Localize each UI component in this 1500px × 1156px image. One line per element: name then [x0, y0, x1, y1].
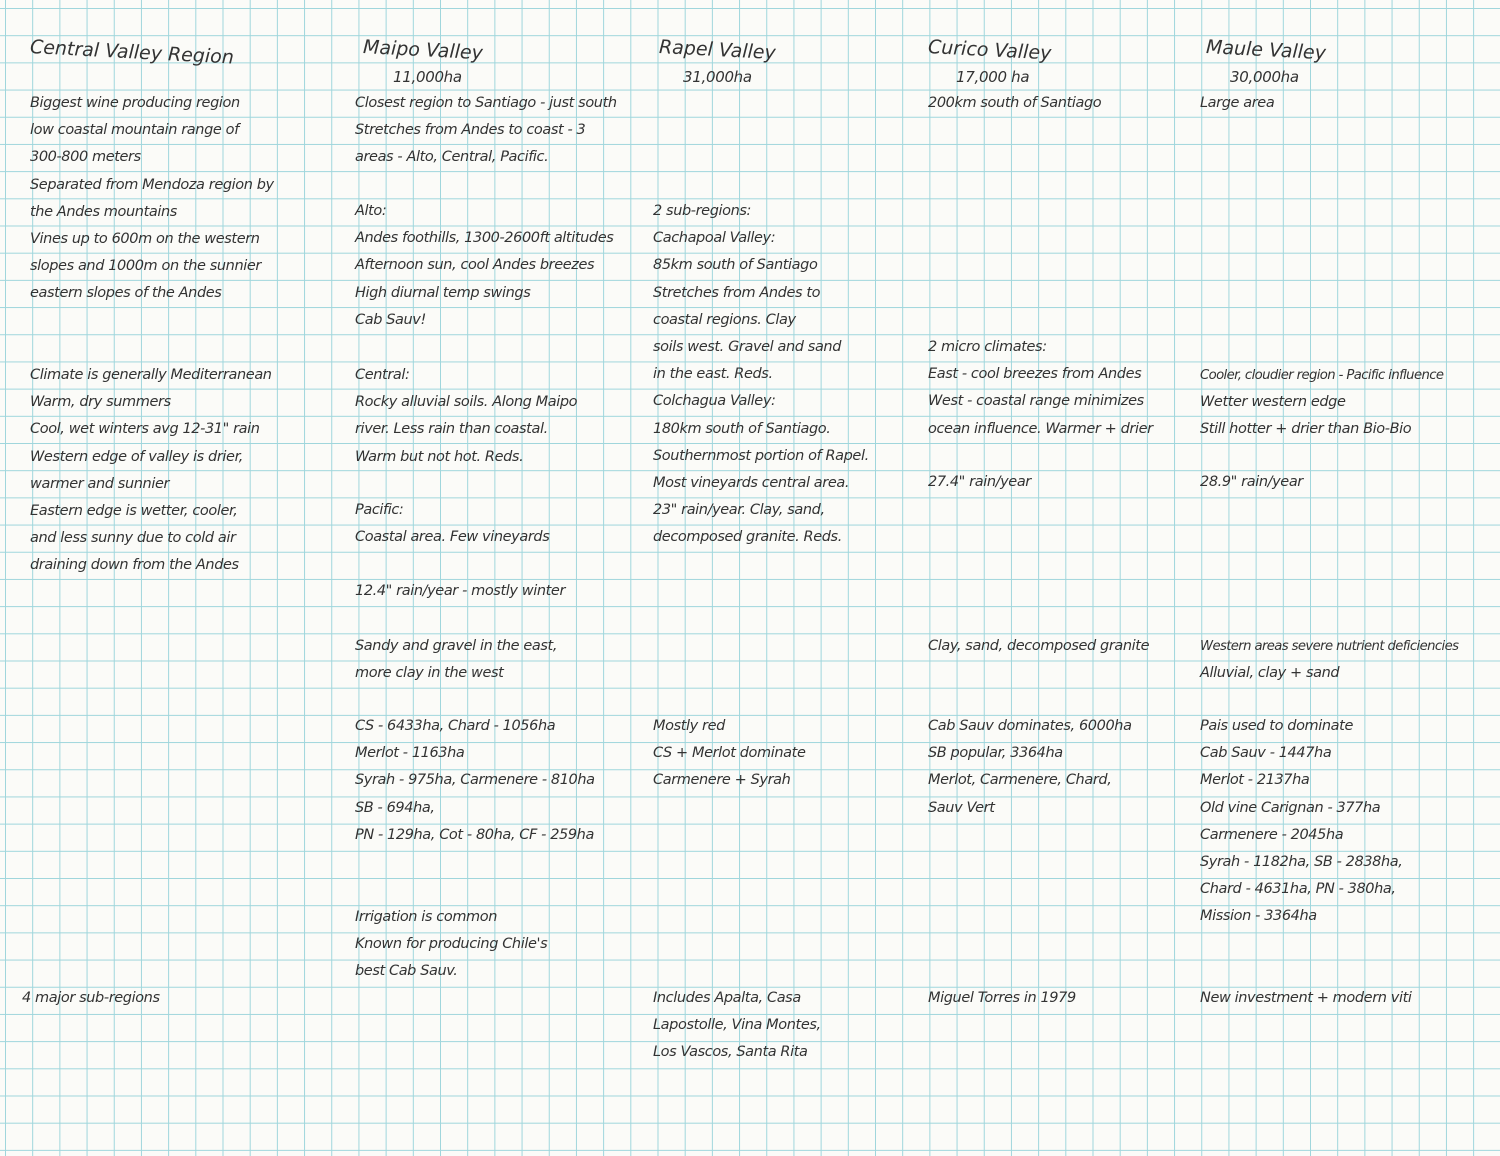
- note-line: Climate is generally Mediterranean: [30, 367, 272, 383]
- note-line: 2 sub-regions:: [653, 203, 752, 219]
- note-line: eastern slopes of the Andes: [30, 285, 222, 302]
- producers-block: [653, 985, 821, 1067]
- note-line: slopes and 1000m on the sunnier: [30, 258, 261, 275]
- note-line: Eastern edge is wetter, cooler,: [30, 503, 238, 520]
- note-line: Coastal area. Few vineyards: [355, 529, 550, 546]
- subregions-block: [22, 985, 160, 1012]
- soil-block: [1200, 633, 1458, 687]
- note-line: Syrah - 1182ha, SB - 2838ha,: [1200, 854, 1403, 871]
- note-line: Irrigation is common: [355, 909, 498, 925]
- note-line: Warm but not hot. Reds.: [355, 448, 524, 465]
- column-title: Central Valley Region: [29, 36, 235, 69]
- investment-block: [1200, 985, 1412, 1012]
- soil-block: [355, 633, 557, 687]
- misc-block: [355, 904, 547, 986]
- note-line: 200km south of Santiago: [928, 95, 1102, 111]
- note-line: Stretches from Andes to: [653, 284, 821, 301]
- note-line: Mission - 3364ha: [1200, 908, 1317, 925]
- note-line: ocean influence. Warmer + drier: [928, 420, 1153, 437]
- note-line: 28.9" rain/year: [1200, 474, 1303, 490]
- note-line: High diurnal temp swings: [355, 284, 531, 301]
- note-line: Pacific:: [355, 502, 404, 518]
- climate-block: [30, 362, 272, 580]
- grapes-block: [355, 713, 595, 849]
- notes-block: [355, 90, 617, 172]
- note-line: coastal regions. Clay: [653, 311, 796, 328]
- column-area: 17,000 ha: [956, 68, 1030, 86]
- column-area: 11,000ha: [393, 68, 462, 86]
- note-line: Rocky alluvial soils. Along Maipo: [355, 394, 578, 411]
- note-line: Closest region to Santiago - just south: [355, 95, 617, 111]
- note-line: Mostly red: [653, 718, 725, 734]
- central-block: [355, 362, 577, 471]
- note-line: Carmenere + Syrah: [653, 772, 791, 789]
- note-line: the Andes mountains: [30, 203, 177, 220]
- column-title: Maipo Valley: [362, 36, 484, 65]
- note-line: Stretches from Andes to coast - 3: [355, 122, 586, 139]
- note-line: Pais used to dominate: [1200, 718, 1353, 734]
- note-line: West - coastal range minimizes: [928, 393, 1144, 410]
- pacific-block: [355, 497, 549, 551]
- note-line: Western edge of valley is drier,: [30, 448, 244, 465]
- note-line: Syrah - 975ha, Carmenere - 810ha: [355, 772, 595, 789]
- note-line: Sauv Vert: [928, 799, 995, 816]
- note-line: river. Less rain than coastal.: [355, 421, 548, 438]
- note-line: 2 micro climates:: [928, 339, 1047, 355]
- column-title: Maule Valley: [1205, 36, 1327, 65]
- note-line: Merlot, Carmenere, Chard,: [928, 772, 1112, 789]
- climate-block: [1200, 362, 1443, 444]
- note-line: SB popular, 3364ha: [928, 745, 1063, 762]
- column-title: Curico Valley: [927, 36, 1052, 65]
- note-line: Alluvial, clay + sand: [1200, 665, 1340, 682]
- note-line: draining down from the Andes: [30, 557, 239, 574]
- note-line: CS + Merlot dominate: [653, 745, 806, 762]
- note-line: and less sunny due to cold air: [30, 530, 236, 547]
- note-line: Separated from Mendoza region by: [30, 176, 274, 193]
- note-line: 85km south of Santiago: [653, 257, 818, 274]
- note-line: East - cool breezes from Andes: [928, 366, 1142, 383]
- column-area: 30,000ha: [1230, 68, 1299, 86]
- note-line: Merlot - 2137ha: [1200, 772, 1310, 789]
- note-line: 23" rain/year. Clay, sand,: [653, 502, 825, 519]
- note-line: 300-800 meters: [30, 149, 141, 166]
- note-line: Cab Sauv!: [355, 311, 426, 328]
- grapes-block: [928, 713, 1132, 822]
- notes-block: [30, 90, 274, 308]
- column-area: 31,000ha: [683, 68, 752, 86]
- climate-block: [928, 334, 1153, 443]
- rain-block: [1200, 469, 1303, 496]
- note-line: Clay, sand, decomposed granite: [928, 638, 1150, 654]
- note-line: Western areas severe nutrient deficiencies: [1200, 639, 1459, 654]
- rain-block: [355, 578, 565, 605]
- note-line: 27.4" rain/year: [928, 474, 1031, 490]
- note-line: 180km south of Santiago.: [653, 420, 831, 437]
- note-line: soils west. Gravel and sand: [653, 339, 842, 356]
- note-line: decomposed granite. Reds.: [653, 529, 842, 546]
- note-line: more clay in the west: [355, 665, 504, 682]
- note-line: PN - 129ha, Cot - 80ha, CF - 259ha: [355, 826, 594, 843]
- note-line: Vines up to 600m on the western: [30, 231, 260, 248]
- note-line: in the east. Reds.: [653, 366, 773, 383]
- note-line: Still hotter + drier than Bio-Bio: [1200, 421, 1412, 438]
- note-line: Chard - 4631ha, PN - 380ha,: [1200, 881, 1396, 898]
- note-line: Large area: [1200, 95, 1275, 111]
- note-line: Cachapoal Valley:: [653, 230, 776, 247]
- note-line: Cooler, cloudier region - Pacific influence: [1200, 368, 1444, 383]
- note-line: best Cab Sauv.: [355, 963, 458, 980]
- note-line: Sandy and gravel in the east,: [355, 638, 558, 654]
- grapes-block: [653, 713, 805, 795]
- note-line: warmer and sunnier: [30, 475, 170, 492]
- note-line: Old vine Carignan - 377ha: [1200, 799, 1381, 816]
- note-line: Cab Sauv - 1447ha: [1200, 745, 1332, 762]
- column-title: Rapel Valley: [658, 36, 777, 65]
- note-line: CS - 6433ha, Chard - 1056ha: [355, 718, 556, 734]
- alto-block: [355, 198, 613, 334]
- note-line: areas - Alto, Central, Pacific.: [355, 149, 549, 166]
- note-line: Wetter western edge: [1200, 394, 1346, 411]
- note-line: Andes foothills, 1300-2600ft altitudes: [355, 230, 614, 247]
- note-line: Includes Apalta, Casa: [653, 990, 801, 1006]
- note-line: Merlot - 1163ha: [355, 745, 465, 762]
- note-line: Afternoon sun, cool Andes breezes: [355, 257, 595, 274]
- producers-block: [928, 985, 1076, 1012]
- note-line: 4 major sub-regions: [22, 990, 160, 1006]
- location-block: [1200, 90, 1274, 117]
- subregions-block: [653, 198, 869, 552]
- location-block: [928, 90, 1101, 117]
- note-line: Known for producing Chile's: [355, 936, 548, 953]
- note-line: SB - 694ha,: [355, 799, 435, 816]
- note-line: New investment + modern viti: [1200, 990, 1412, 1006]
- note-line: 12.4" rain/year - mostly winter: [355, 583, 566, 599]
- note-line: Central:: [355, 367, 410, 383]
- note-line: low coastal mountain range of: [30, 122, 239, 139]
- note-line: Cab Sauv dominates, 6000ha: [928, 718, 1132, 734]
- note-line: Most vineyards central area.: [653, 475, 850, 492]
- note-line: Biggest wine producing region: [30, 95, 240, 111]
- rain-block: [928, 469, 1031, 496]
- grapes-block: [1200, 713, 1402, 931]
- note-line: Los Vascos, Santa Rita: [653, 1044, 808, 1061]
- note-line: Alto:: [355, 203, 387, 219]
- note-line: Carmenere - 2045ha: [1200, 826, 1344, 843]
- soil-block: [928, 633, 1149, 660]
- note-line: Miguel Torres in 1979: [928, 990, 1076, 1006]
- note-line: Colchagua Valley:: [653, 393, 776, 410]
- note-line: Southernmost portion of Rapel.: [653, 447, 869, 464]
- note-line: Warm, dry summers: [30, 394, 171, 411]
- note-line: Lapostolle, Vina Montes,: [653, 1017, 821, 1034]
- note-line: Cool, wet winters avg 12-31" rain: [30, 421, 260, 438]
